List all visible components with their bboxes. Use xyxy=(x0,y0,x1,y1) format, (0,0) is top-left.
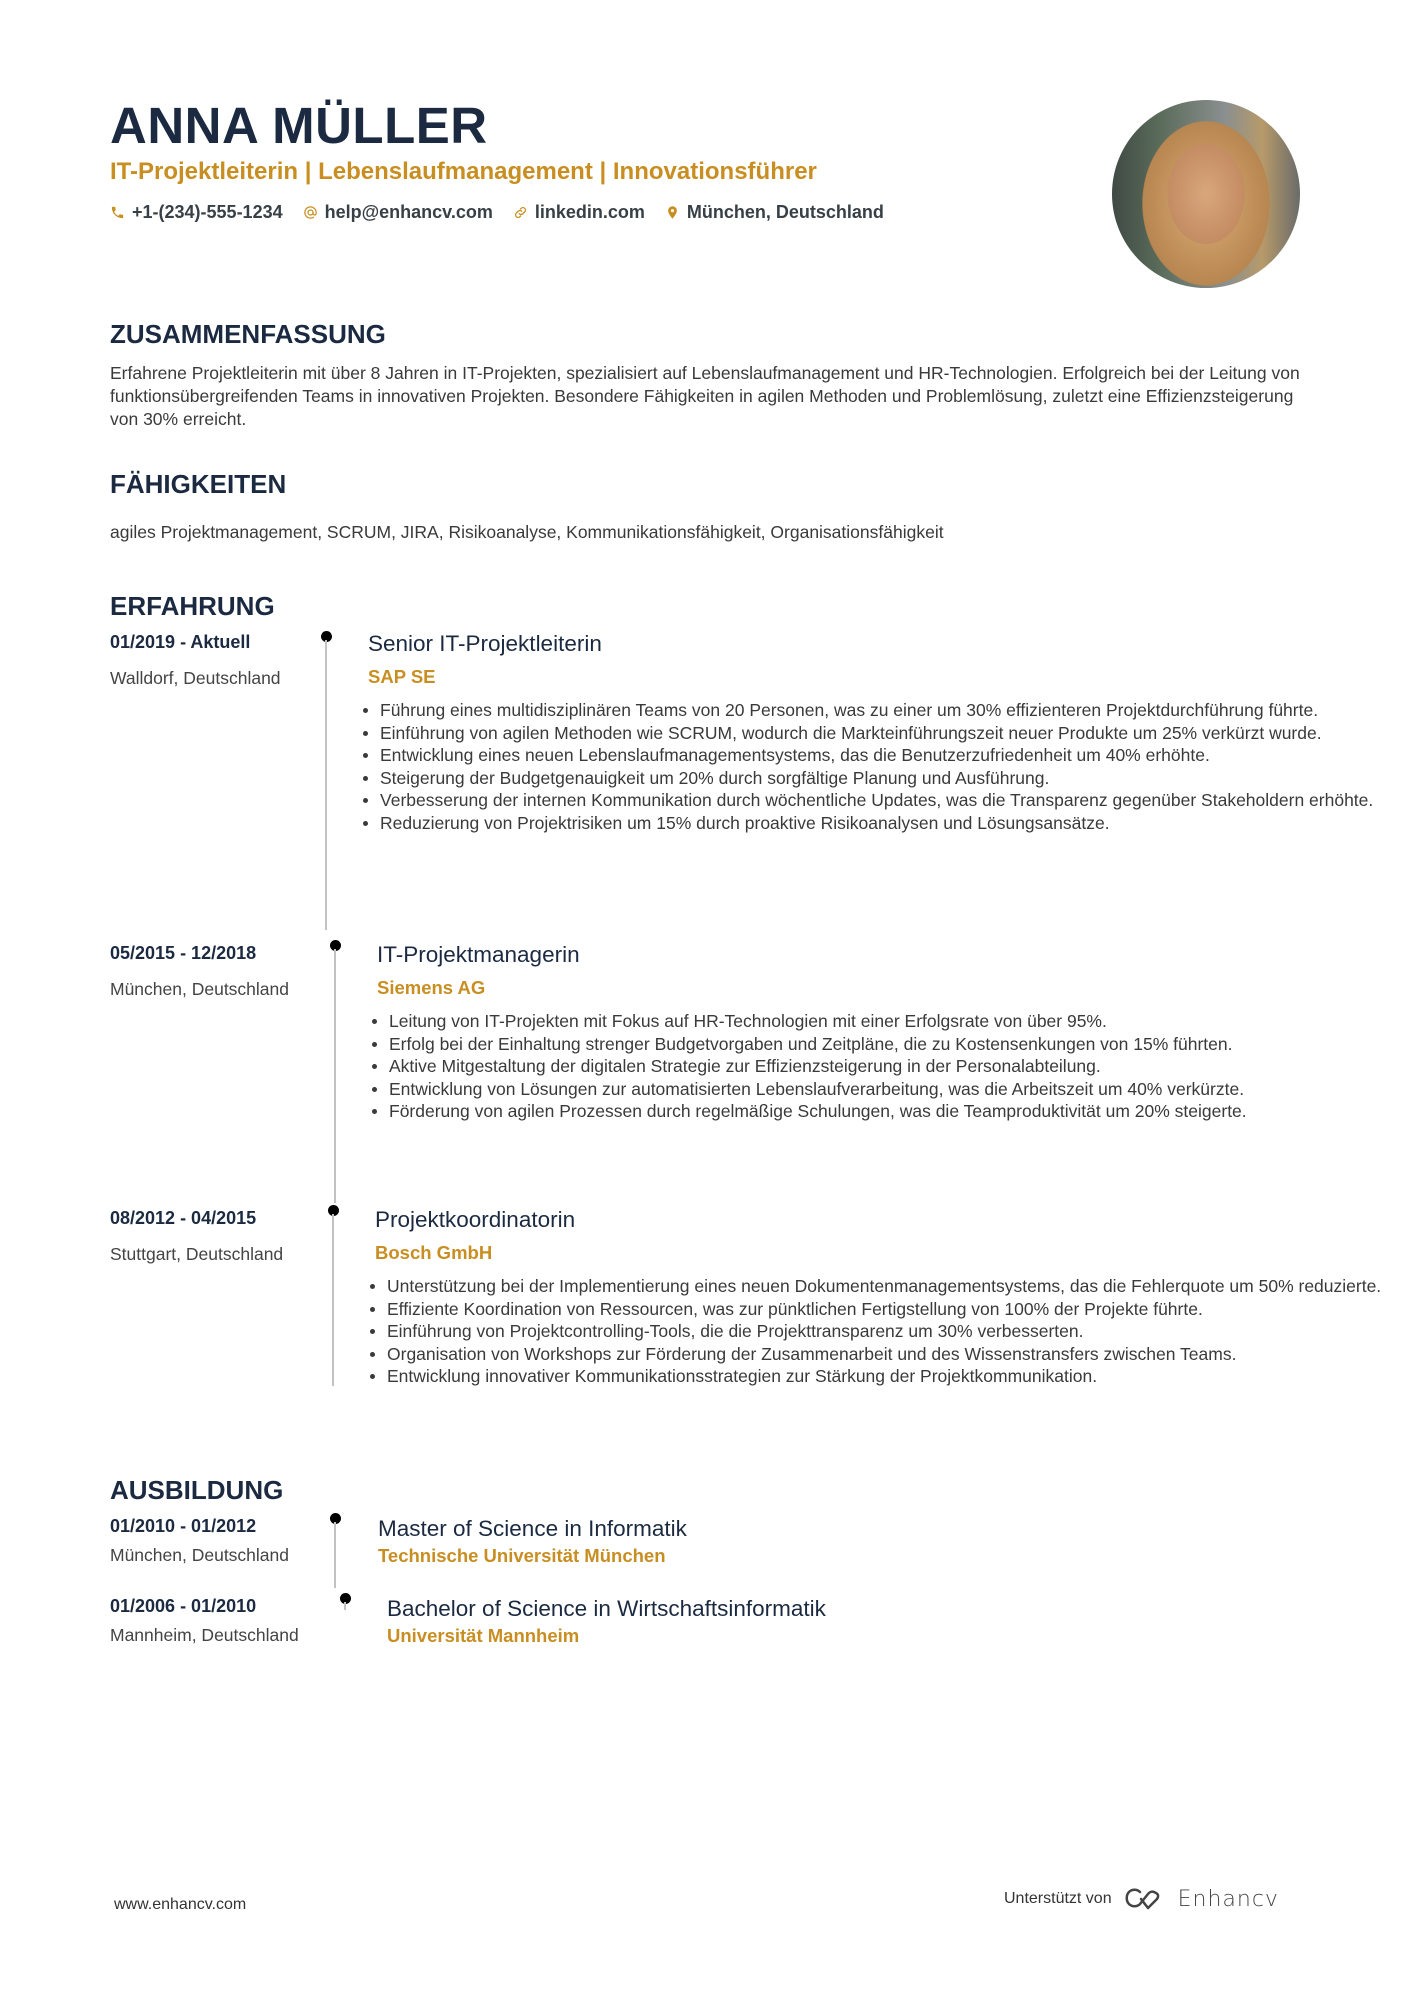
entry-location: Stuttgart, Deutschland xyxy=(110,1244,284,1264)
section-title-education: AUSBILDUNG xyxy=(110,1475,284,1505)
entry-date: 05/2015 - 12/2018 xyxy=(110,943,257,963)
candidate-tagline: IT-Projektleiterin | Lebenslaufmanagement | Innovationsführer xyxy=(110,158,817,185)
bullet-item: Reduzierung von Projektrisiken um 15% durch proaktive Risikoanalysen und Lösungsansätze. xyxy=(359,812,1409,835)
link-icon xyxy=(513,205,528,220)
profile-photo xyxy=(1112,100,1300,288)
bullet-item: Organisation von Workshops zur Förderung der Zusammenarbeit und des Wissenstransfers zwischen Teams. xyxy=(366,1343,1410,1366)
entry-date: 08/2012 - 04/2015 xyxy=(110,1208,257,1228)
education-school: Technische Universität München xyxy=(378,1545,666,1566)
summary-text: Erfahrene Projektleiterin mit über 8 Jahren in IT-Projekten, spezialisiert auf Lebenslaufmanagement und HR-Technologien. Erfolgreich bei der Leitung von funktionsübergreifenden Teams in innovativen Projekten. Besondere Fähigkeiten in agilen Methoden und Problemlösung, zuletzt eine Effizienzsteigerung von 30% erreicht. xyxy=(110,363,1300,429)
entry-role: Projektkoordinatorin xyxy=(375,1207,576,1232)
section-title-experience: ERFAHRUNG xyxy=(110,591,275,621)
entry-role: IT-Projektmanagerin xyxy=(377,942,580,967)
linkedin-text[interactable]: linkedin.com xyxy=(534,202,645,222)
entry-location: Mannheim, Deutschland xyxy=(110,1625,299,1645)
bullet-item: Erfolg bei der Einhaltung strenger Budgetvorgaben und Zeitpläne, die zu Kostensenkungen von 15% führten. xyxy=(368,1033,1408,1056)
timeline-line xyxy=(332,1214,334,1386)
location-text: München, Deutschland xyxy=(686,202,884,222)
section-title-summary: ZUSAMMENFASSUNG xyxy=(110,319,386,349)
entry-date: 01/2019 - Aktuell xyxy=(110,632,251,652)
bullet-item: Entwicklung von Lösungen zur automatisierten Lebenslaufverarbeitung, was die Arbeitszeit um 40% verkürzte. xyxy=(368,1078,1408,1101)
entry-location: München, Deutschland xyxy=(110,979,289,999)
entry-bullets xyxy=(368,1010,1408,1123)
entry-company: SAP SE xyxy=(368,666,436,687)
phone-icon xyxy=(110,205,125,220)
at-icon xyxy=(303,205,318,220)
education-degree: Master of Science in Informatik xyxy=(378,1516,687,1541)
powered-by-label: Unterstützt von xyxy=(1004,1890,1112,1907)
brand-name: Enhancv xyxy=(1177,1886,1279,1912)
entry-date: 01/2006 - 01/2010 xyxy=(110,1596,257,1616)
bullet-item: Führung eines multidisziplinären Teams von 20 Personen, was zu einer um 30% effizienteren Projektdurchführung führte. xyxy=(359,699,1409,722)
bullet-item: Leitung von IT-Projekten mit Fokus auf HR-Technologien mit einer Erfolgsrate von über 95%. xyxy=(368,1010,1408,1033)
bullet-item: Einführung von Projektcontrolling-Tools, die die Projekttransparenz um 30% verbesserten. xyxy=(366,1320,1410,1343)
education-degree: Bachelor of Science in Wirtschaftsinformatik xyxy=(387,1596,826,1621)
entry-role: Senior IT-Projektleiterin xyxy=(368,631,602,656)
timeline-line xyxy=(344,1602,346,1610)
entry-company: Bosch GmbH xyxy=(375,1242,493,1263)
section-title-skills: FÄHIGKEITEN xyxy=(110,469,287,499)
entry-company: Siemens AG xyxy=(377,977,486,998)
entry-bullets xyxy=(359,699,1409,834)
entry-location: München, Deutschland xyxy=(110,1545,289,1565)
bullet-item: Unterstützung bei der Implementierung eines neuen Dokumentenmanagementsystems, das die Fehlerquote um 50% reduzierte. xyxy=(366,1275,1410,1298)
timeline-line xyxy=(334,1522,336,1588)
phone-text: +1-(234)-555-1234 xyxy=(132,202,283,222)
contact-linkedin[interactable] xyxy=(513,200,645,224)
footer-branding[interactable] xyxy=(1004,1886,1279,1912)
candidate-name: ANNA MÜLLER xyxy=(110,97,488,154)
timeline-line xyxy=(334,949,336,1203)
education-school: Universität Mannheim xyxy=(387,1625,580,1646)
entry-bullets xyxy=(366,1275,1410,1388)
bullet-item: Verbesserung der internen Kommunikation durch wöchentliche Updates, was die Transparenz gegenüber Stakeholdern erhöhte. xyxy=(359,789,1409,812)
location-pin-icon xyxy=(665,205,680,220)
bullet-item: Entwicklung innovativer Kommunikationsstrategien zur Stärkung der Projektkommunikation. xyxy=(366,1365,1410,1388)
bullet-item: Effiziente Koordination von Ressourcen, was zur pünktlichen Fertigstellung von 100% der Projekte führte. xyxy=(366,1298,1410,1321)
bullet-item: Entwicklung eines neuen Lebenslaufmanagementsystems, das die Benutzerzufriedenheit um 40% erhöhte. xyxy=(359,744,1409,767)
footer-website-link[interactable]: www.enhancv.com xyxy=(114,1896,247,1913)
bullet-item: Aktive Mitgestaltung der digitalen Strategie zur Effizienzsteigerung in der Personalabteilung. xyxy=(368,1055,1408,1078)
enhancv-logo-icon xyxy=(1122,1886,1168,1912)
timeline-line xyxy=(325,640,327,930)
contact-phone xyxy=(110,200,283,224)
entry-location: Walldorf, Deutschland xyxy=(110,668,281,688)
bullet-item: Einführung von agilen Methoden wie SCRUM, wodurch die Markteinführungszeit neuer Produkte um 25% verkürzt wurde. xyxy=(359,722,1409,745)
bullet-item: Förderung von agilen Prozessen durch regelmäßige Schulungen, was die Teamproduktivität um 20% steigerte. xyxy=(368,1100,1408,1123)
entry-date: 01/2010 - 01/2012 xyxy=(110,1516,257,1536)
email-text[interactable]: help@enhancv.com xyxy=(324,202,493,222)
contact-location xyxy=(665,200,884,224)
contact-email[interactable] xyxy=(303,200,493,224)
contact-bar xyxy=(110,200,884,224)
bullet-item: Steigerung der Budgetgenauigkeit um 20% durch sorgfältige Planung und Ausführung. xyxy=(359,767,1409,790)
skills-text: agiles Projektmanagement, SCRUM, JIRA, Risikoanalyse, Kommunikationsfähigkeit, Organisationsfähigkeit xyxy=(110,522,944,542)
